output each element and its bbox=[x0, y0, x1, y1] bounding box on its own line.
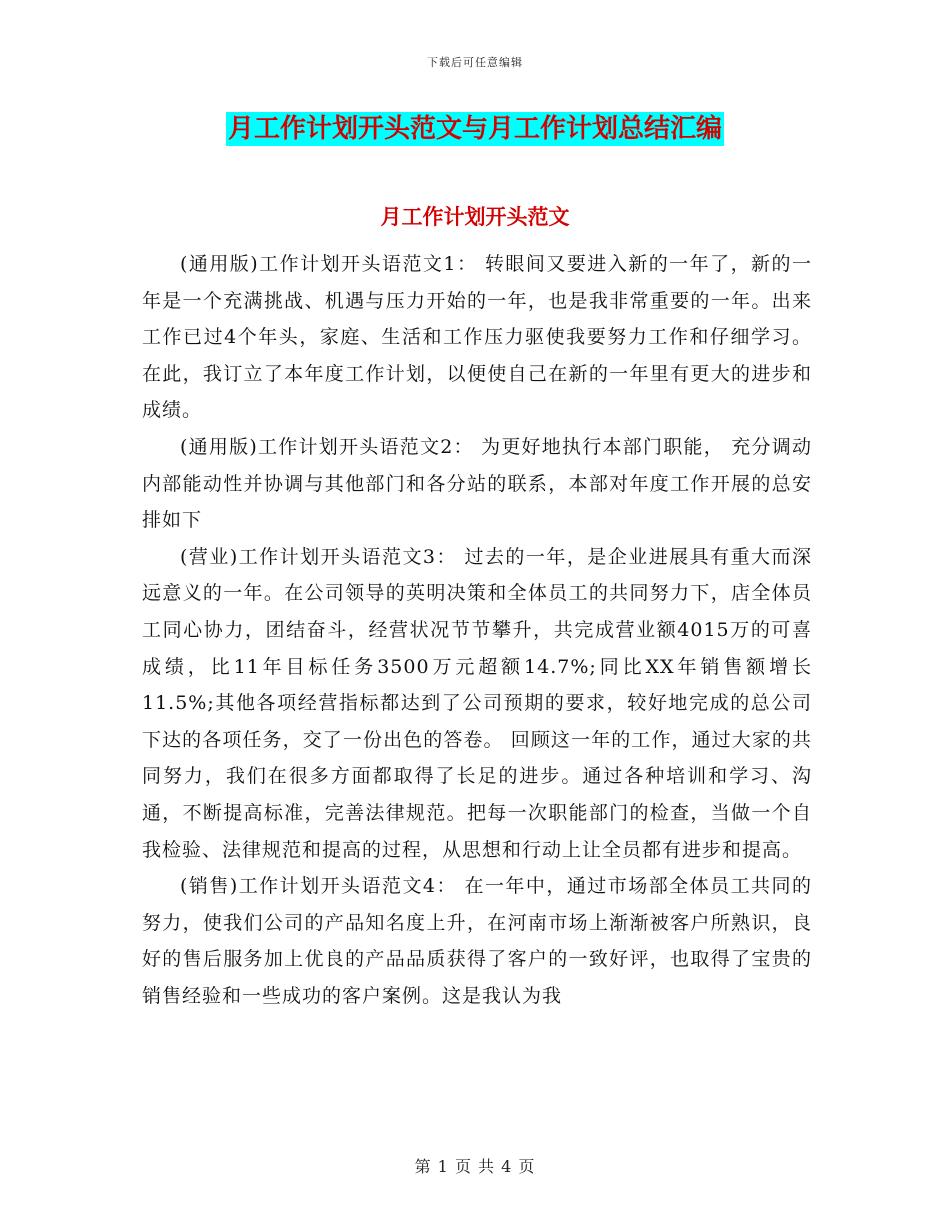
document-body bbox=[142, 246, 812, 1014]
document-title-container bbox=[0, 112, 950, 146]
paragraph: (营业)工作计划开头语范文3： 过去的一年，是企业进展具有重大而深远意义的一年。在公司领导的英明决策和全体员工的共同努力下，店全体员工同心协力，团结奋斗，经营状况节节攀升，共完成营业额4015万的可喜成绩，比11年目标任务3500万元超额14.7%;同比XX年销售额增长11.5%;其他各项经营指标都达到了公司预期的要求，较好地完成的总公司下达的各项任务，交了一份出色的答卷。 回顾这一年的工作，通过大家的共同努力，我们在很多方面都取得了长足的进步。通过各种培训和学习、沟通，不断提高标准，完善法律规范。把每一次职能部门的检查，当做一个自我检验、法律规范和提高的过程，从思想和行动上让全员都有进步和提高。 bbox=[142, 545, 812, 861]
paragraph: (通用版)工作计划开头语范文2： 为更好地执行本部门职能， 充分调动内部能动性并协调与其他部门和各分站的联系，本部对年度工作开展的总安排如下 bbox=[142, 435, 812, 532]
section-title: 月工作计划开头范文 bbox=[380, 205, 570, 229]
page-number-footer: 第 1 页 共 4 页 bbox=[414, 1157, 536, 1176]
page-header-note: 下载后可任意编辑 bbox=[427, 56, 523, 69]
document-title: 月工作计划开头范文与月工作计划总结汇编 bbox=[227, 114, 722, 144]
paragraph: (通用版)工作计划开头语范文1： 转眼间又要进入新的一年了，新的一年是一个充满挑战、机遇与压力开始的一年，也是我非常重要的一年。出来工作已过4个年头，家庭、生活和工作压力驱使我要努力工作和仔细学习。在此，我订立了本年度工作计划，以便使自己在新的一年里有更大的进步和成绩。 bbox=[142, 253, 812, 422]
paragraph: (销售)工作计划开头语范文4： 在一年中，通过市场部全体员工共同的努力，使我们公司的产品知名度上升，在河南市场上渐渐被客户所熟识，良好的售后服务加上优良的产品品质获得了客户的一致好评，也取得了宝贵的销售经验和一些成功的客户案例。这是我认为我 bbox=[142, 875, 812, 1007]
